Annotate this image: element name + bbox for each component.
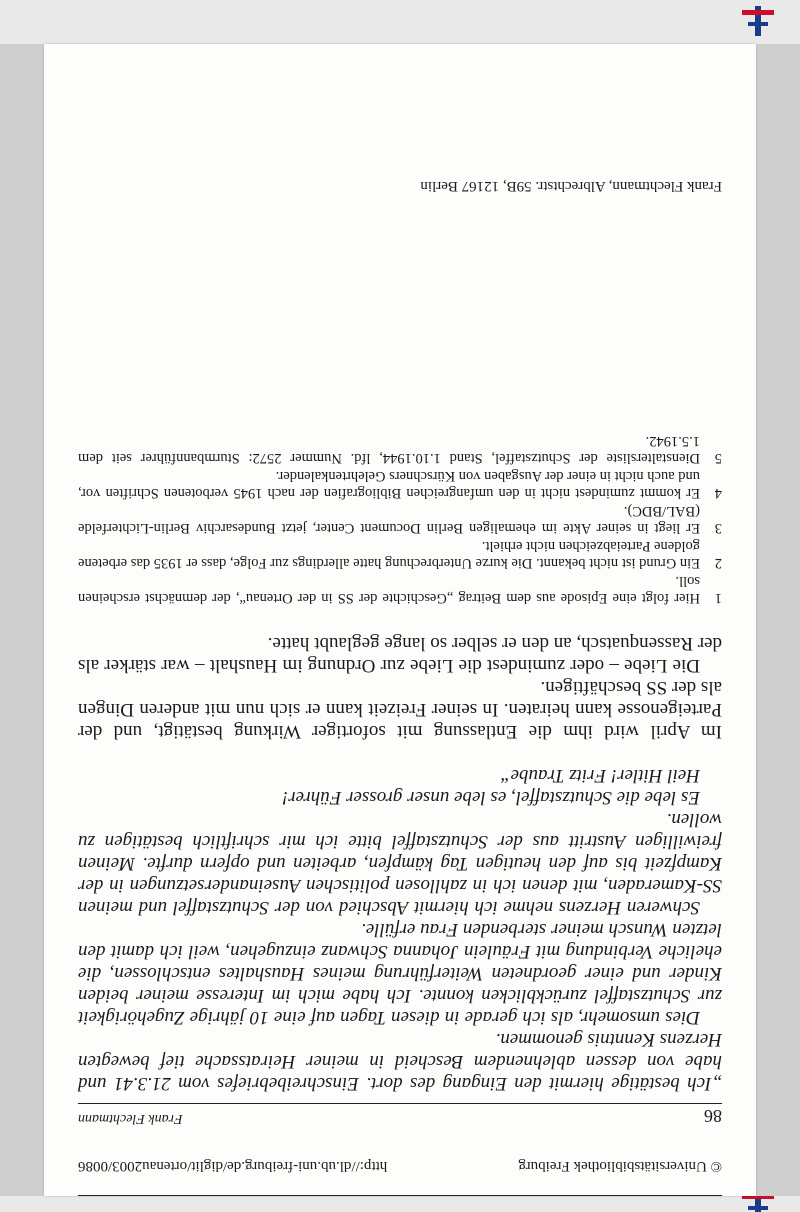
viewer-top-bar [0, 0, 800, 44]
body-paragraph: Die Liebe – oder zumindest die Liebe zur Ordnung im Haushalt – war stärker als der Rassenquatsch, an den er selber so lange geglaubt hatte. [78, 633, 722, 676]
copyright-top: © Universitätsbibliothek Freiburg [518, 1158, 722, 1174]
ub-freiburg-logo-icon [738, 2, 778, 42]
footnote: 5 Dienstaltersliste der Schutzstaffel, Stand 1.10.1944, lfd. Nummer 2572: Sturmbannführer seit dem 1.5.1942. [78, 433, 722, 466]
page-body [78, 431, 722, 1094]
letter-closing: Heil Hitler! Fritz Traube“ [499, 765, 700, 786]
footnote: 2 Ein Grund ist nicht bekannt. Die kurze Unterbrechung hatte allerdings zur Folge, dass er 1935 das erbetene goldene Parteiabzeichen nicht erhielt. [78, 538, 722, 571]
footnote: 3 Er liegt in seiner Akte im ehemaligen Berlin Document Center, jetzt Bundesarchiv Berlin-Lichterfelde (BAL/BDC). [78, 503, 722, 536]
running-head [78, 1105, 722, 1126]
running-head-author: Frank Flechtmann [78, 1111, 183, 1126]
footnote: 4 Er kommt zumindest nicht in den umfangreichen Bibliografien der nach 1945 verbotenen Schriften vor, und auch nicht in einer der Ausgaben von Kürschners Gelehrtenkalender. [78, 468, 722, 501]
letter-paragraph: „Ich bestätige hiermit den Eingang des dort. Einschreibebriefes vom 21.3.41 und habe von dessen ablehnendem Bescheid in meiner Heiratssache tief bewegten Herzens Kenntnis genommen. [78, 1029, 722, 1094]
body-paragraph: Im April wird ihm die Entlassung mit sofortiger Wirkung bestätigt, und der Parteigenosse kann heiraten. In seiner Freizeit kann er sich nun mit anderen Dingen als der SS beschäftigen. [78, 677, 722, 742]
footnote: 1 Hier folgt eine Episode aus dem Beitrag „Geschichte der SS in der Ortenau“, der demnächst erscheinen soll. [78, 573, 722, 606]
viewer-bottom-bar [0, 1196, 800, 1212]
letter-paragraph: Dies umsomehr, als ich gerade in diesen Tagen auf eine 10 jährige Zugehörigkeit zur Schutzstaffel zurückblicken konnte. Ich habe mich im Interesse meiner beiden Kinder und einer geordneten Weiterführung meines Haushaltes entschlossen, die eheliche Verbindung mit Fräulein Johanna Schwanz einzugehen, weil ich damit den letzten Wunsch meiner sterbenden Frau erfülle. [78, 919, 722, 1028]
viewer-url[interactable]: http://dl.ub.uni-freiburg.de/diglit/ortenau2003/0086 [78, 1158, 388, 1174]
ub-freiburg-logo-icon [738, 1196, 778, 1212]
author-address: Frank Flechtmann, Albrechtstr. 59B, 12167 Berlin [420, 178, 722, 194]
scanned-page [44, 44, 756, 1196]
footnotes [78, 432, 722, 606]
host-footer [78, 1157, 722, 1174]
letter-paragraph: Es lebe die Schutzstaffel, es lebe unser grosser Führer! [281, 787, 700, 808]
page-number: 86 [704, 1106, 722, 1126]
letter-paragraph: Schweren Herzens nehme ich hiermit Abschied von der Schutzstaffel und meinen SS-Kameraden, mit denen ich in zahllosen politischen Auseinandersetzungen in der Kampfzeit bis auf den heutigen Tag kämpfen, arbeiten und opfern durfte. Meinen freiwilligen Austritt aus der Schutzstaffel bitte ich mir schriftlich bestätigen zu wollen. [78, 809, 722, 918]
